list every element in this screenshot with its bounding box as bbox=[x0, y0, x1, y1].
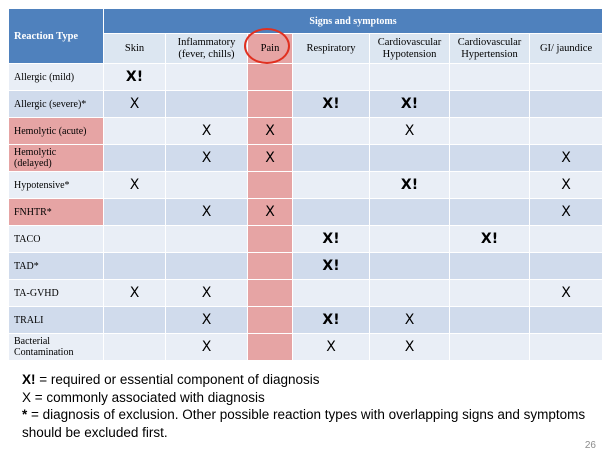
symptom-cell bbox=[166, 280, 248, 307]
table-row bbox=[9, 64, 603, 91]
column-header-label: Skin bbox=[124, 42, 145, 54]
symptom-cell bbox=[530, 226, 603, 253]
common-mark: X bbox=[201, 150, 212, 166]
symptom-cell bbox=[450, 253, 530, 280]
symptom-cell bbox=[248, 307, 293, 334]
symptom-cell bbox=[166, 172, 248, 199]
column-header-label: GI/ jaundice bbox=[539, 42, 593, 54]
symptom-cell bbox=[450, 226, 530, 253]
table-row bbox=[9, 172, 603, 199]
reaction-type-name: TACO bbox=[14, 233, 41, 245]
symptom-cell bbox=[104, 64, 166, 91]
symptom-cell bbox=[166, 253, 248, 280]
symptom-cell bbox=[370, 334, 450, 361]
symptom-cell bbox=[248, 145, 293, 172]
symptom-cell bbox=[248, 280, 293, 307]
legend-common bbox=[22, 389, 592, 407]
symptom-cell bbox=[104, 280, 166, 307]
required-mark: X! bbox=[322, 258, 340, 274]
legend-required-symbol: X! bbox=[22, 372, 36, 387]
symptom-cell bbox=[370, 199, 450, 226]
reaction-type-name: Hypotensive* bbox=[14, 179, 70, 191]
common-mark: X bbox=[561, 204, 571, 220]
reaction-type-name: Bacterial bbox=[14, 336, 51, 347]
legend bbox=[22, 371, 592, 441]
reaction-type-cell bbox=[9, 172, 104, 199]
symptom-cell bbox=[104, 172, 166, 199]
column-header-sublabel: (fever, chills) bbox=[178, 48, 235, 60]
symptom-cell bbox=[450, 199, 530, 226]
symptom-cell bbox=[104, 253, 166, 280]
required-mark: X! bbox=[125, 69, 144, 85]
column-header-label: Inflammatory bbox=[177, 36, 236, 48]
table-row bbox=[9, 226, 603, 253]
table-row bbox=[9, 307, 603, 334]
symptom-cell bbox=[450, 64, 530, 91]
reaction-type-name: TAD* bbox=[14, 260, 39, 272]
symptom-cell bbox=[370, 226, 450, 253]
legend-exclusion bbox=[22, 406, 592, 441]
symptom-cell bbox=[530, 253, 603, 280]
symptom-cell bbox=[104, 91, 166, 118]
common-mark: X bbox=[404, 339, 415, 355]
symptom-cell bbox=[293, 253, 370, 280]
symptom-cell bbox=[104, 118, 166, 145]
symptom-cell bbox=[530, 118, 603, 145]
signs-and-symptoms-header: Signs and symptoms bbox=[104, 9, 603, 34]
common-mark: X bbox=[201, 285, 212, 301]
symptom-cell bbox=[530, 307, 603, 334]
symptom-cell bbox=[104, 334, 166, 361]
common-mark: X bbox=[265, 123, 275, 139]
column-header-0 bbox=[104, 34, 166, 64]
reaction-type-cell bbox=[9, 199, 104, 226]
common-mark: X bbox=[326, 339, 336, 355]
symptom-cell bbox=[166, 334, 248, 361]
symptom-cell bbox=[293, 91, 370, 118]
legend-common-text: = commonly associated with diagnosis bbox=[31, 389, 265, 405]
reaction-type-cell bbox=[9, 118, 104, 145]
symptom-cell bbox=[166, 64, 248, 91]
reaction-type-cell bbox=[9, 91, 104, 118]
symptom-cell bbox=[450, 118, 530, 145]
reaction-type-cell bbox=[9, 64, 104, 91]
symptom-cell bbox=[370, 145, 450, 172]
symptom-cell bbox=[166, 145, 248, 172]
symptom-cell bbox=[293, 280, 370, 307]
symptom-cell bbox=[370, 253, 450, 280]
symptom-cell bbox=[104, 226, 166, 253]
required-mark: X! bbox=[322, 312, 340, 328]
column-header-2 bbox=[248, 34, 293, 64]
table-header-row bbox=[9, 9, 603, 34]
common-mark: X bbox=[265, 204, 275, 220]
column-header-sublabel: Hypotension bbox=[382, 48, 437, 60]
table-row bbox=[9, 199, 603, 226]
common-mark: X bbox=[561, 150, 571, 166]
symptom-cell bbox=[248, 118, 293, 145]
reaction-type-name: Allergic (severe)* bbox=[14, 98, 87, 110]
reaction-type-name: FNHTR* bbox=[14, 206, 52, 218]
symptom-cell bbox=[293, 226, 370, 253]
symptom-cell bbox=[450, 280, 530, 307]
symptom-cell bbox=[104, 145, 166, 172]
common-mark: X bbox=[201, 123, 212, 139]
common-mark: X bbox=[201, 204, 212, 220]
reaction-type-name: Allergic (mild) bbox=[14, 71, 75, 83]
column-header-6 bbox=[530, 34, 603, 64]
slide-number: 26 bbox=[584, 440, 596, 451]
table-row bbox=[9, 280, 603, 307]
column-header-label: Pain bbox=[260, 42, 280, 54]
column-header-label: Cardiovascular bbox=[377, 36, 442, 48]
symptom-cell bbox=[530, 64, 603, 91]
symptom-cell bbox=[450, 307, 530, 334]
symptom-cell bbox=[166, 118, 248, 145]
required-mark: X! bbox=[400, 177, 419, 193]
symptom-cell bbox=[248, 253, 293, 280]
required-mark: X! bbox=[480, 231, 499, 247]
reaction-signs-table bbox=[8, 8, 603, 361]
legend-required bbox=[22, 371, 592, 389]
column-header-5 bbox=[450, 34, 530, 64]
legend-exclusion-text: = diagnosis of exclusion. Other possible reaction types with overlapping signs and symptoms should be excluded first. bbox=[22, 407, 586, 440]
table-row bbox=[9, 118, 603, 145]
reaction-type-cell bbox=[9, 307, 104, 334]
symptom-cell bbox=[166, 199, 248, 226]
required-mark: X! bbox=[322, 231, 340, 247]
common-mark: X bbox=[129, 177, 140, 193]
symptom-cell bbox=[293, 172, 370, 199]
column-header-label: Respiratory bbox=[306, 42, 356, 54]
table-row bbox=[9, 334, 603, 361]
symptom-cell bbox=[370, 64, 450, 91]
symptom-cell bbox=[293, 64, 370, 91]
column-header-1 bbox=[166, 34, 248, 64]
symptom-cell bbox=[248, 226, 293, 253]
symptom-cell bbox=[104, 199, 166, 226]
symptom-cell bbox=[293, 307, 370, 334]
symptom-cell bbox=[530, 91, 603, 118]
symptom-cell bbox=[293, 199, 370, 226]
symptom-cell bbox=[530, 199, 603, 226]
column-header-sublabel: Hypertension bbox=[461, 48, 518, 60]
symptom-cell bbox=[370, 118, 450, 145]
reaction-type-cell bbox=[9, 280, 104, 307]
common-mark: X bbox=[561, 177, 571, 193]
table-row bbox=[9, 145, 603, 172]
symptom-cell bbox=[293, 334, 370, 361]
common-mark: X bbox=[201, 312, 212, 328]
symptom-cell bbox=[293, 145, 370, 172]
reaction-table-container bbox=[8, 8, 602, 358]
table-row bbox=[9, 253, 603, 280]
reaction-type-name: TA-GVHD bbox=[14, 287, 59, 299]
symptom-cell bbox=[166, 307, 248, 334]
required-mark: X! bbox=[322, 96, 340, 112]
symptom-cell bbox=[370, 91, 450, 118]
symptom-cell bbox=[450, 145, 530, 172]
common-mark: X bbox=[404, 123, 415, 139]
symptom-cell bbox=[104, 307, 166, 334]
reaction-type-cell bbox=[9, 253, 104, 280]
table-row bbox=[9, 91, 603, 118]
common-mark: X bbox=[265, 150, 275, 166]
symptom-cell bbox=[248, 91, 293, 118]
common-mark: X bbox=[404, 312, 415, 328]
symptom-cell bbox=[166, 91, 248, 118]
symptom-cell bbox=[450, 91, 530, 118]
table-body bbox=[9, 64, 603, 361]
symptom-cell bbox=[530, 145, 603, 172]
common-mark: X bbox=[561, 285, 571, 301]
reaction-type-header: Reaction Type bbox=[9, 9, 104, 64]
symptom-cell bbox=[248, 199, 293, 226]
reaction-type-name: Hemolytic (acute) bbox=[14, 125, 87, 137]
symptom-cell bbox=[370, 280, 450, 307]
symptom-cell bbox=[450, 334, 530, 361]
common-mark: X bbox=[129, 96, 140, 112]
symptom-cell bbox=[370, 172, 450, 199]
reaction-type-cell bbox=[9, 145, 104, 172]
column-header-4 bbox=[370, 34, 450, 64]
symptom-cell bbox=[293, 118, 370, 145]
common-mark: X bbox=[201, 339, 212, 355]
reaction-type-name-line2: Contamination bbox=[14, 347, 74, 358]
symptom-cell bbox=[450, 172, 530, 199]
reaction-type-name: TRALI bbox=[14, 314, 44, 326]
symptom-cell bbox=[530, 172, 603, 199]
symptom-cell bbox=[370, 307, 450, 334]
reaction-type-name: Hemolytic bbox=[14, 147, 57, 158]
reaction-type-cell bbox=[9, 226, 104, 253]
common-mark: X bbox=[129, 285, 140, 301]
symptom-cell bbox=[530, 280, 603, 307]
reaction-type-name-line2: (delayed) bbox=[14, 158, 52, 169]
symptom-cell bbox=[248, 172, 293, 199]
column-header-label: Cardiovascular bbox=[457, 36, 522, 48]
symptom-cell bbox=[530, 334, 603, 361]
symptom-cell bbox=[248, 64, 293, 91]
symptom-cell bbox=[166, 226, 248, 253]
legend-common-symbol: X bbox=[22, 389, 32, 405]
symptom-cell bbox=[248, 334, 293, 361]
legend-required-text: = required or essential component of diagnosis bbox=[35, 372, 320, 387]
column-header-3 bbox=[293, 34, 370, 64]
required-mark: X! bbox=[400, 96, 419, 112]
legend-exclusion-symbol: * bbox=[22, 407, 28, 422]
reaction-type-cell bbox=[9, 334, 104, 361]
